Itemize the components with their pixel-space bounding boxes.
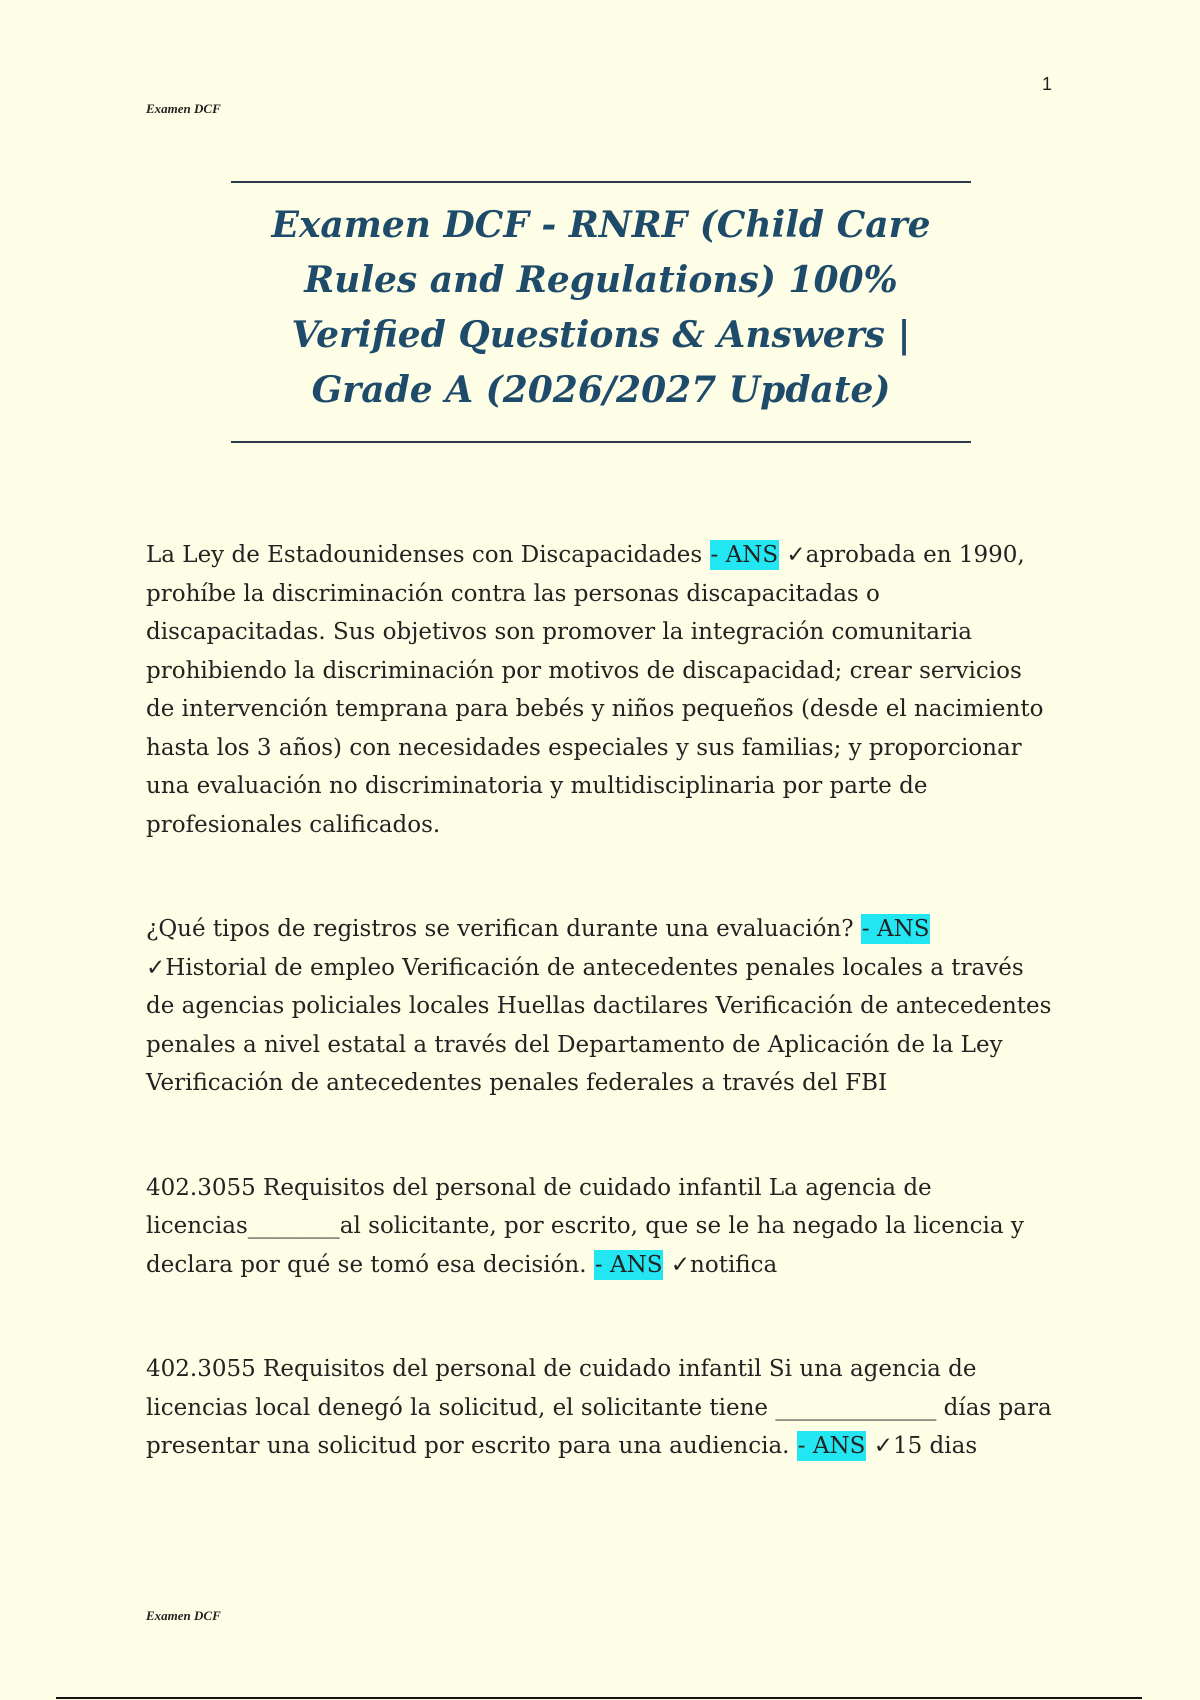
title-rule-top [231, 181, 971, 183]
running-footer: Examen DCF [146, 1608, 221, 1623]
ans-marker: - ANS [594, 1251, 663, 1278]
page-number: 1 [1041, 74, 1052, 94]
document-title: Examen DCF - RNRF (Child Care Rules and Regulations) 100% Verified Questions & Answers | Grade A (2026/2027 Update) [271, 204, 931, 411]
answer-text: ✓notifica [670, 1251, 778, 1278]
ans-marker: - ANS [797, 1433, 866, 1459]
qa-item [146, 1169, 1056, 1285]
qa-list [146, 536, 1056, 1532]
qa-item [146, 536, 1056, 844]
qa-item [146, 910, 1056, 1103]
title-rule-bottom [231, 441, 971, 443]
ans-marker: - ANS [861, 916, 930, 942]
answer-text: ✓aprobada en 1990, prohíbe la discriminación contra las personas discapacitadas o discapacitadas. Sus objetivos son promover la integración comunitaria prohibiendo la discriminación por motivos de discapacidad; crear servicios de intervención temprana para bebés y niños pequeños (desde el nacimiento hasta los 3 años) con necesidades especiales y sus familias; y proporcionar una evaluación no discriminatoria y multidisciplinaria por parte de profesionales calificados. [146, 542, 1044, 838]
ans-marker: - ANS [710, 542, 779, 568]
qa-item [146, 1350, 1056, 1466]
answer-text: ✓Historial de empleo Verificación de antecedentes penales locales a través de agencias policiales locales Huellas dactilares Verificación de antecedentes penales a nivel estatal a través del Departamento de Aplicación de la Ley Verificación de antecedentes penales federales a través del FBI [146, 954, 1052, 1096]
question-text: 402.3055 Requisitos del personal de cuidado infantil La agencia de licencias________al solicitante, por escrito, que se le ha negado la licencia y declara por qué se tomó esa decisión. [146, 1174, 1024, 1278]
page-bottom-divider [56, 1697, 1142, 1699]
answer-text: ✓15 dias [873, 1433, 978, 1459]
running-header: Examen DCF [146, 101, 221, 116]
question-text: 402.3055 Requisitos del personal de cuidado infantil Si una agencia de licencias local denegó la solicitud, el solicitante tiene ______________ días para presentar una solicitud por escrito para una audiencia. [146, 1356, 1052, 1459]
question-text: ¿Qué tipos de registros se verifican durante una evaluación? [146, 916, 854, 942]
question-text: La Ley de Estadounidenses con Discapacidades [146, 542, 703, 568]
